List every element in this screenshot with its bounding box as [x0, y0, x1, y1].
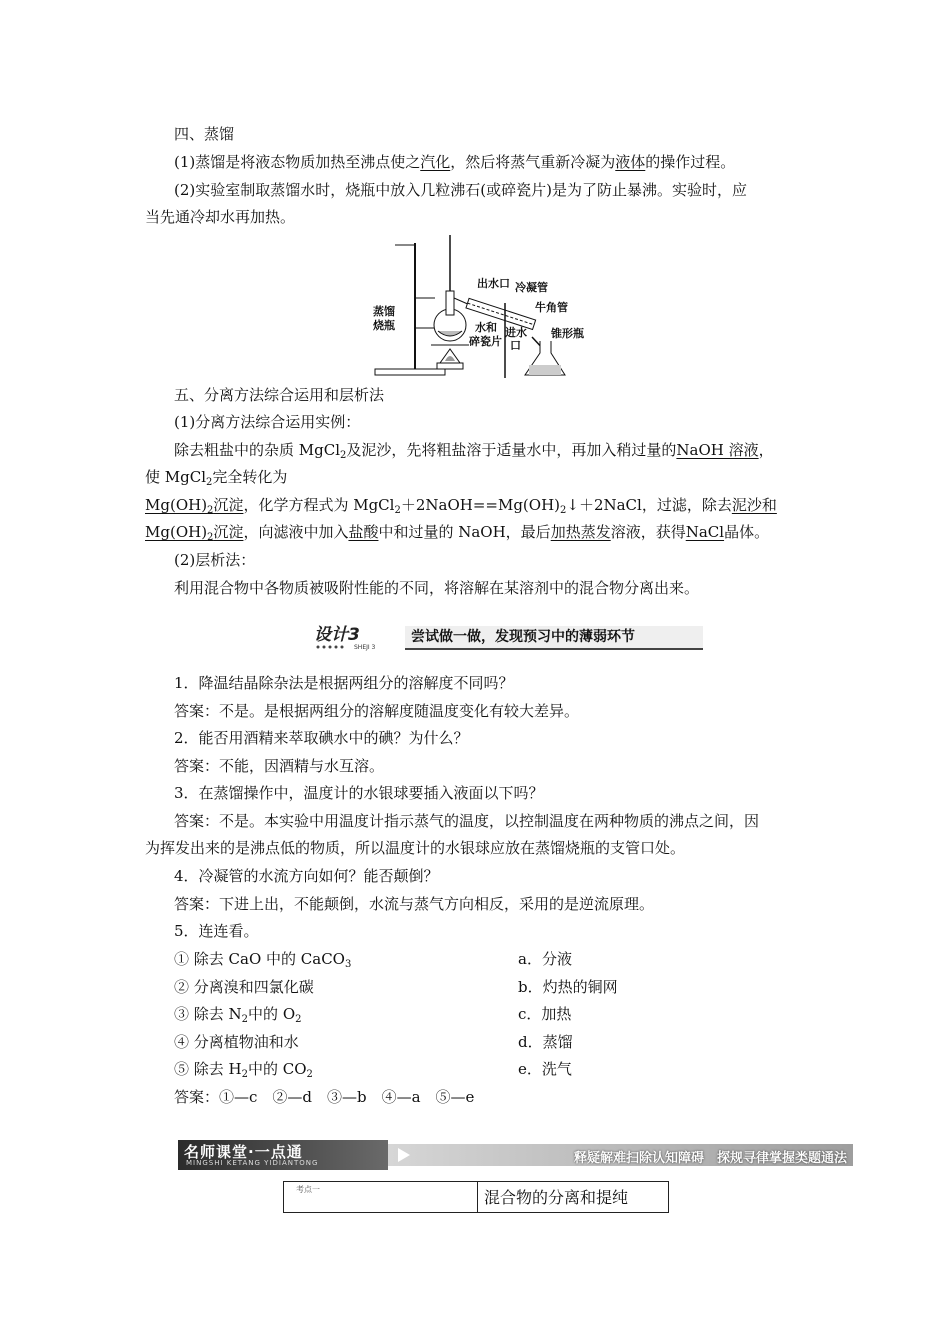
q5-left-5: ⑤ 除去 $H_2$中的 $CO_2$ — [174, 1060, 313, 1080]
svg-text:设计3: 设计3 — [314, 625, 360, 645]
distillation-diagram — [365, 233, 584, 378]
section5-l2: 使 MgCl$_2$完全转化为 — [145, 468, 288, 488]
q5-right-c: c．加热 — [518, 1005, 572, 1023]
section-banner-design3 — [310, 622, 703, 652]
a2: 答案：不能，因酒精与水互溶。 — [174, 757, 385, 775]
banner2-title: 名师课堂·一点通 — [184, 1143, 303, 1161]
section-banner-teacher — [178, 1140, 853, 1170]
diagram-label-water1: 水和 — [475, 321, 497, 334]
section5-title: 五、分离方法综合运用和层析法 — [174, 386, 385, 404]
section4-title: 四、蒸馏 — [174, 125, 235, 143]
diagram-label-adapter: 牛角管 — [535, 301, 568, 314]
section5-l1: 除去粗盐中的杂质 MgCl$_2$及泥沙，先将粗盐溶于适量水中，再加入稍过量的NaOH 溶液， — [174, 441, 774, 461]
q5-right-b: b．灼热的铜网 — [518, 978, 618, 996]
q1: 1．降温结晶除杂法是根据两组分的溶解度不同吗？ — [174, 674, 514, 692]
a1: 答案：不是。是根据两组分的溶解度随温度变化有较大差异。 — [174, 702, 580, 720]
q5-left-3: ③ 除去 $N_2$中的 $O_2$ — [174, 1005, 302, 1025]
a3-cont: 为挥发出来的是沸点低的物质，所以温度计的水银球应放在蒸馏烧瓶的支管口处。 — [145, 839, 686, 857]
section5-sub2: (2)层析法： — [174, 551, 256, 569]
section5-sub1: (1)分离方法综合运用实例： — [174, 413, 361, 431]
banner2-pinyin: MINGSHI KETANG YIDIANTONG — [186, 1159, 319, 1167]
q5-left-1: ① 除去 CaO 中的 CaCO$_3$ — [174, 950, 352, 970]
diagram-label-condenser: 冷凝管 — [515, 281, 548, 294]
kaodian-title: 混合物的分离和提纯 — [484, 1188, 629, 1207]
kaodian-label: 考点一 — [296, 1185, 320, 1194]
diagram-label-in1: 进水 — [505, 326, 527, 339]
section4-p2: (2)实验室制取蒸馏水时，烧瓶中放入几粒沸石(或碎瓷片)是为了防止暴沸。实验时，应 — [174, 181, 747, 199]
diagram-label-in2: 口 — [510, 339, 521, 352]
kaodian-box — [283, 1181, 669, 1213]
banner-title: 尝试做一做，发现预习中的薄弱环节 — [405, 626, 703, 650]
q4: 4．冷凝管的水流方向如何？能否颠倒？ — [174, 867, 439, 885]
q5-left-4: ④ 分离植物油和水 — [174, 1033, 299, 1051]
q5-answer: 答案：①—c ②—d ③—b ④—a ⑤—e — [174, 1088, 475, 1106]
q3: 3．在蒸馏操作中，温度计的水银球要插入液面以下吗？ — [174, 784, 544, 802]
banner2-title-block — [178, 1140, 388, 1170]
section5-l4: $Mg(OH)_2$沉淀，向滤液中加入盐酸中和过量的 NaOH，最后加热蒸发溶液，获得NaCl晶体。 — [145, 523, 770, 543]
diagram-label-flask2: 烧瓶 — [373, 319, 395, 332]
q5-title: 5．连连看。 — [174, 922, 259, 940]
q2: 2．能否用酒精来萃取碘水中的碘？为什么？ — [174, 729, 469, 747]
q5-left-2: ② 分离溴和四氯化碳 — [174, 978, 314, 996]
section5-p2: 利用混合物中各物质被吸附性能的不同，将溶解在某溶剂中的混合物分离出来。 — [174, 579, 700, 597]
svg-text:SHEJI 3: SHEJI 3 — [354, 644, 376, 651]
diagram-label-flask: 锥形瓶 — [551, 327, 584, 340]
diagram-label-flask1: 蒸馏 — [373, 305, 395, 318]
play-arrow-icon — [394, 1146, 414, 1164]
q5-right-e: e．洗气 — [518, 1060, 572, 1078]
diagram-label-water2: 碎瓷片 — [469, 335, 502, 348]
section4-p2-cont: 当先通冷却水再加热。 — [145, 208, 296, 226]
section5-l3: $Mg(OH)_2$沉淀，化学方程式为 $MgCl_2+2NaOH==Mg(OH)_2↓+2NaCl$，过滤，除去泥沙和 — [145, 496, 777, 516]
section4-p1: (1)蒸馏是将液态物质加热至沸点使之汽化，然后将蒸气重新冷凝为液体的操作过程。 — [174, 153, 736, 171]
q5-right-d: d．蒸馏 — [518, 1033, 573, 1051]
q5-right-a: a．分液 — [518, 950, 572, 968]
banner2-subtitle: 释疑解难扫除认知障碍 探规寻律掌握类题通法 — [573, 1151, 847, 1166]
design3-logo — [310, 622, 405, 652]
a4: 答案：下进上出，不能颠倒，水流与蒸气方向相反，采用的是逆流原理。 — [174, 895, 655, 913]
banner2-subtitle-block — [388, 1144, 853, 1166]
diagram-label-out: 出水口 — [477, 277, 510, 290]
a3: 答案：不是。本实验中用温度计指示蒸气的温度，以控制温度在两种物质的沸点之间，因 — [174, 812, 760, 830]
